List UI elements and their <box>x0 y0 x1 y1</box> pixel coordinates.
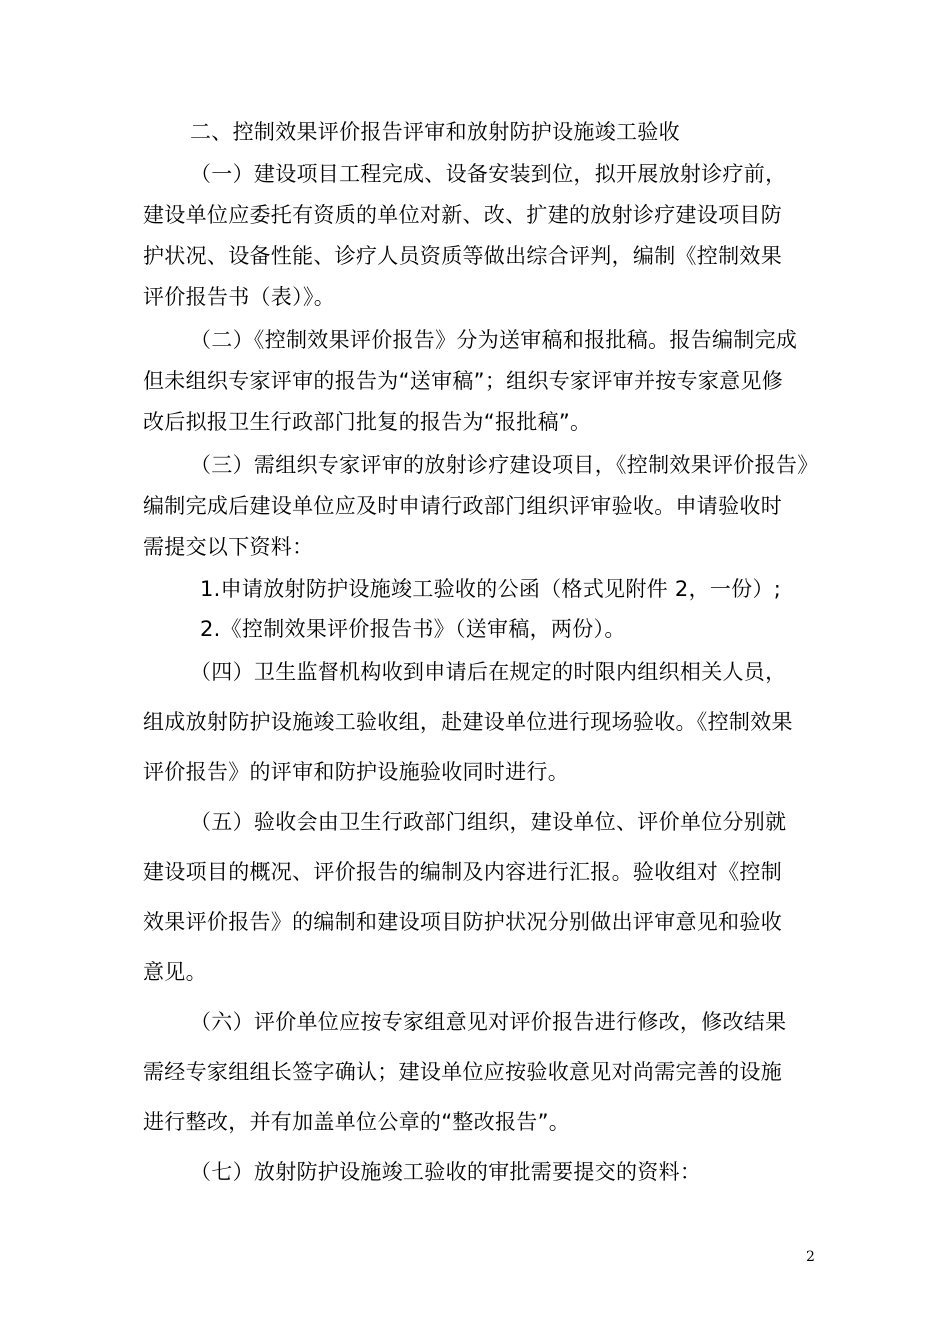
paragraph-5-line-1: （五）验收会由卫生行政部门组织，建设单位、评价单位分别就 <box>190 810 787 834</box>
paragraph-3-line-1: （三）需组织专家评审的放射诊疗建设项目，《控制效果评价报告》 <box>190 453 819 477</box>
paragraph-4-line-1: （四）卫生监督机构收到申请后在规定的时限内组织相关人员， <box>190 660 787 684</box>
paragraph-4-line-2: 组成放射防护设施竣工验收组，赴建设单位进行现场验收。《控制效果 <box>143 710 793 734</box>
paragraph-1-line-1: （一）建设项目工程完成、设备安装到位，拟开展放射诊疗前， <box>190 162 787 186</box>
paragraph-5-line-2: 建设项目的概况、评价报告的编制及内容进行汇报。验收组对《控制 <box>143 860 782 884</box>
paragraph-2-line-3: 改后拟报卫生行政部门批复的报告为“报批稿”。 <box>143 410 592 434</box>
paragraph-6-line-2: 需经专家组组长签字确认；建设单位应按验收意见对尚需完善的设施 <box>143 1060 782 1084</box>
paragraph-3-line-3: 需提交以下资料： <box>143 535 314 559</box>
paragraph-5-line-4: 意见。 <box>143 960 207 984</box>
paragraph-6-line-1: （六）评价单位应按专家组意见对评价报告进行修改，修改结果 <box>190 1010 787 1034</box>
paragraph-4-line-3: 评价报告》的评审和防护设施验收同时进行。 <box>143 760 569 784</box>
section-heading: 二、控制效果评价报告评审和放射防护设施竣工验收 <box>190 120 680 144</box>
paragraph-1-line-2: 建设单位应委托有资质的单位对新、改、扩建的放射诊疗建设项目防 <box>143 203 782 227</box>
page-number: 2 <box>806 1249 815 1265</box>
paragraph-1-line-3: 护状况、设备性能、诊疗人员资质等做出综合评判，编制《控制效果 <box>143 244 782 268</box>
paragraph-6-line-3: 进行整改，并有加盖单位公章的“整改报告”。 <box>143 1110 571 1134</box>
paragraph-7-line-1: （七）放射防护设施竣工验收的审批需要提交的资料： <box>190 1160 702 1184</box>
paragraph-1-line-4: 评价报告书（表）》。 <box>143 285 335 309</box>
list-item: 2.《控制效果评价报告书》（送审稿，两份）。 <box>200 617 626 641</box>
list-item: 1.申请放射防护设施竣工验收的公函（格式见附件 2，一份）; <box>200 577 782 601</box>
paragraph-2-line-1: （二）《控制效果评价报告》分为送审稿和报批稿。报告编制完成 <box>190 328 798 352</box>
paragraph-3-line-2: 编制完成后建设单位应及时申请行政部门组织评审验收。申请验收时 <box>143 494 782 518</box>
paragraph-5-line-3: 效果评价报告》的编制和建设项目防护状况分别做出评审意见和验收 <box>143 910 782 934</box>
paragraph-2-line-2: 但未组织专家评审的报告为“送审稿”；组织专家评审并按专家意见修 <box>143 369 784 393</box>
